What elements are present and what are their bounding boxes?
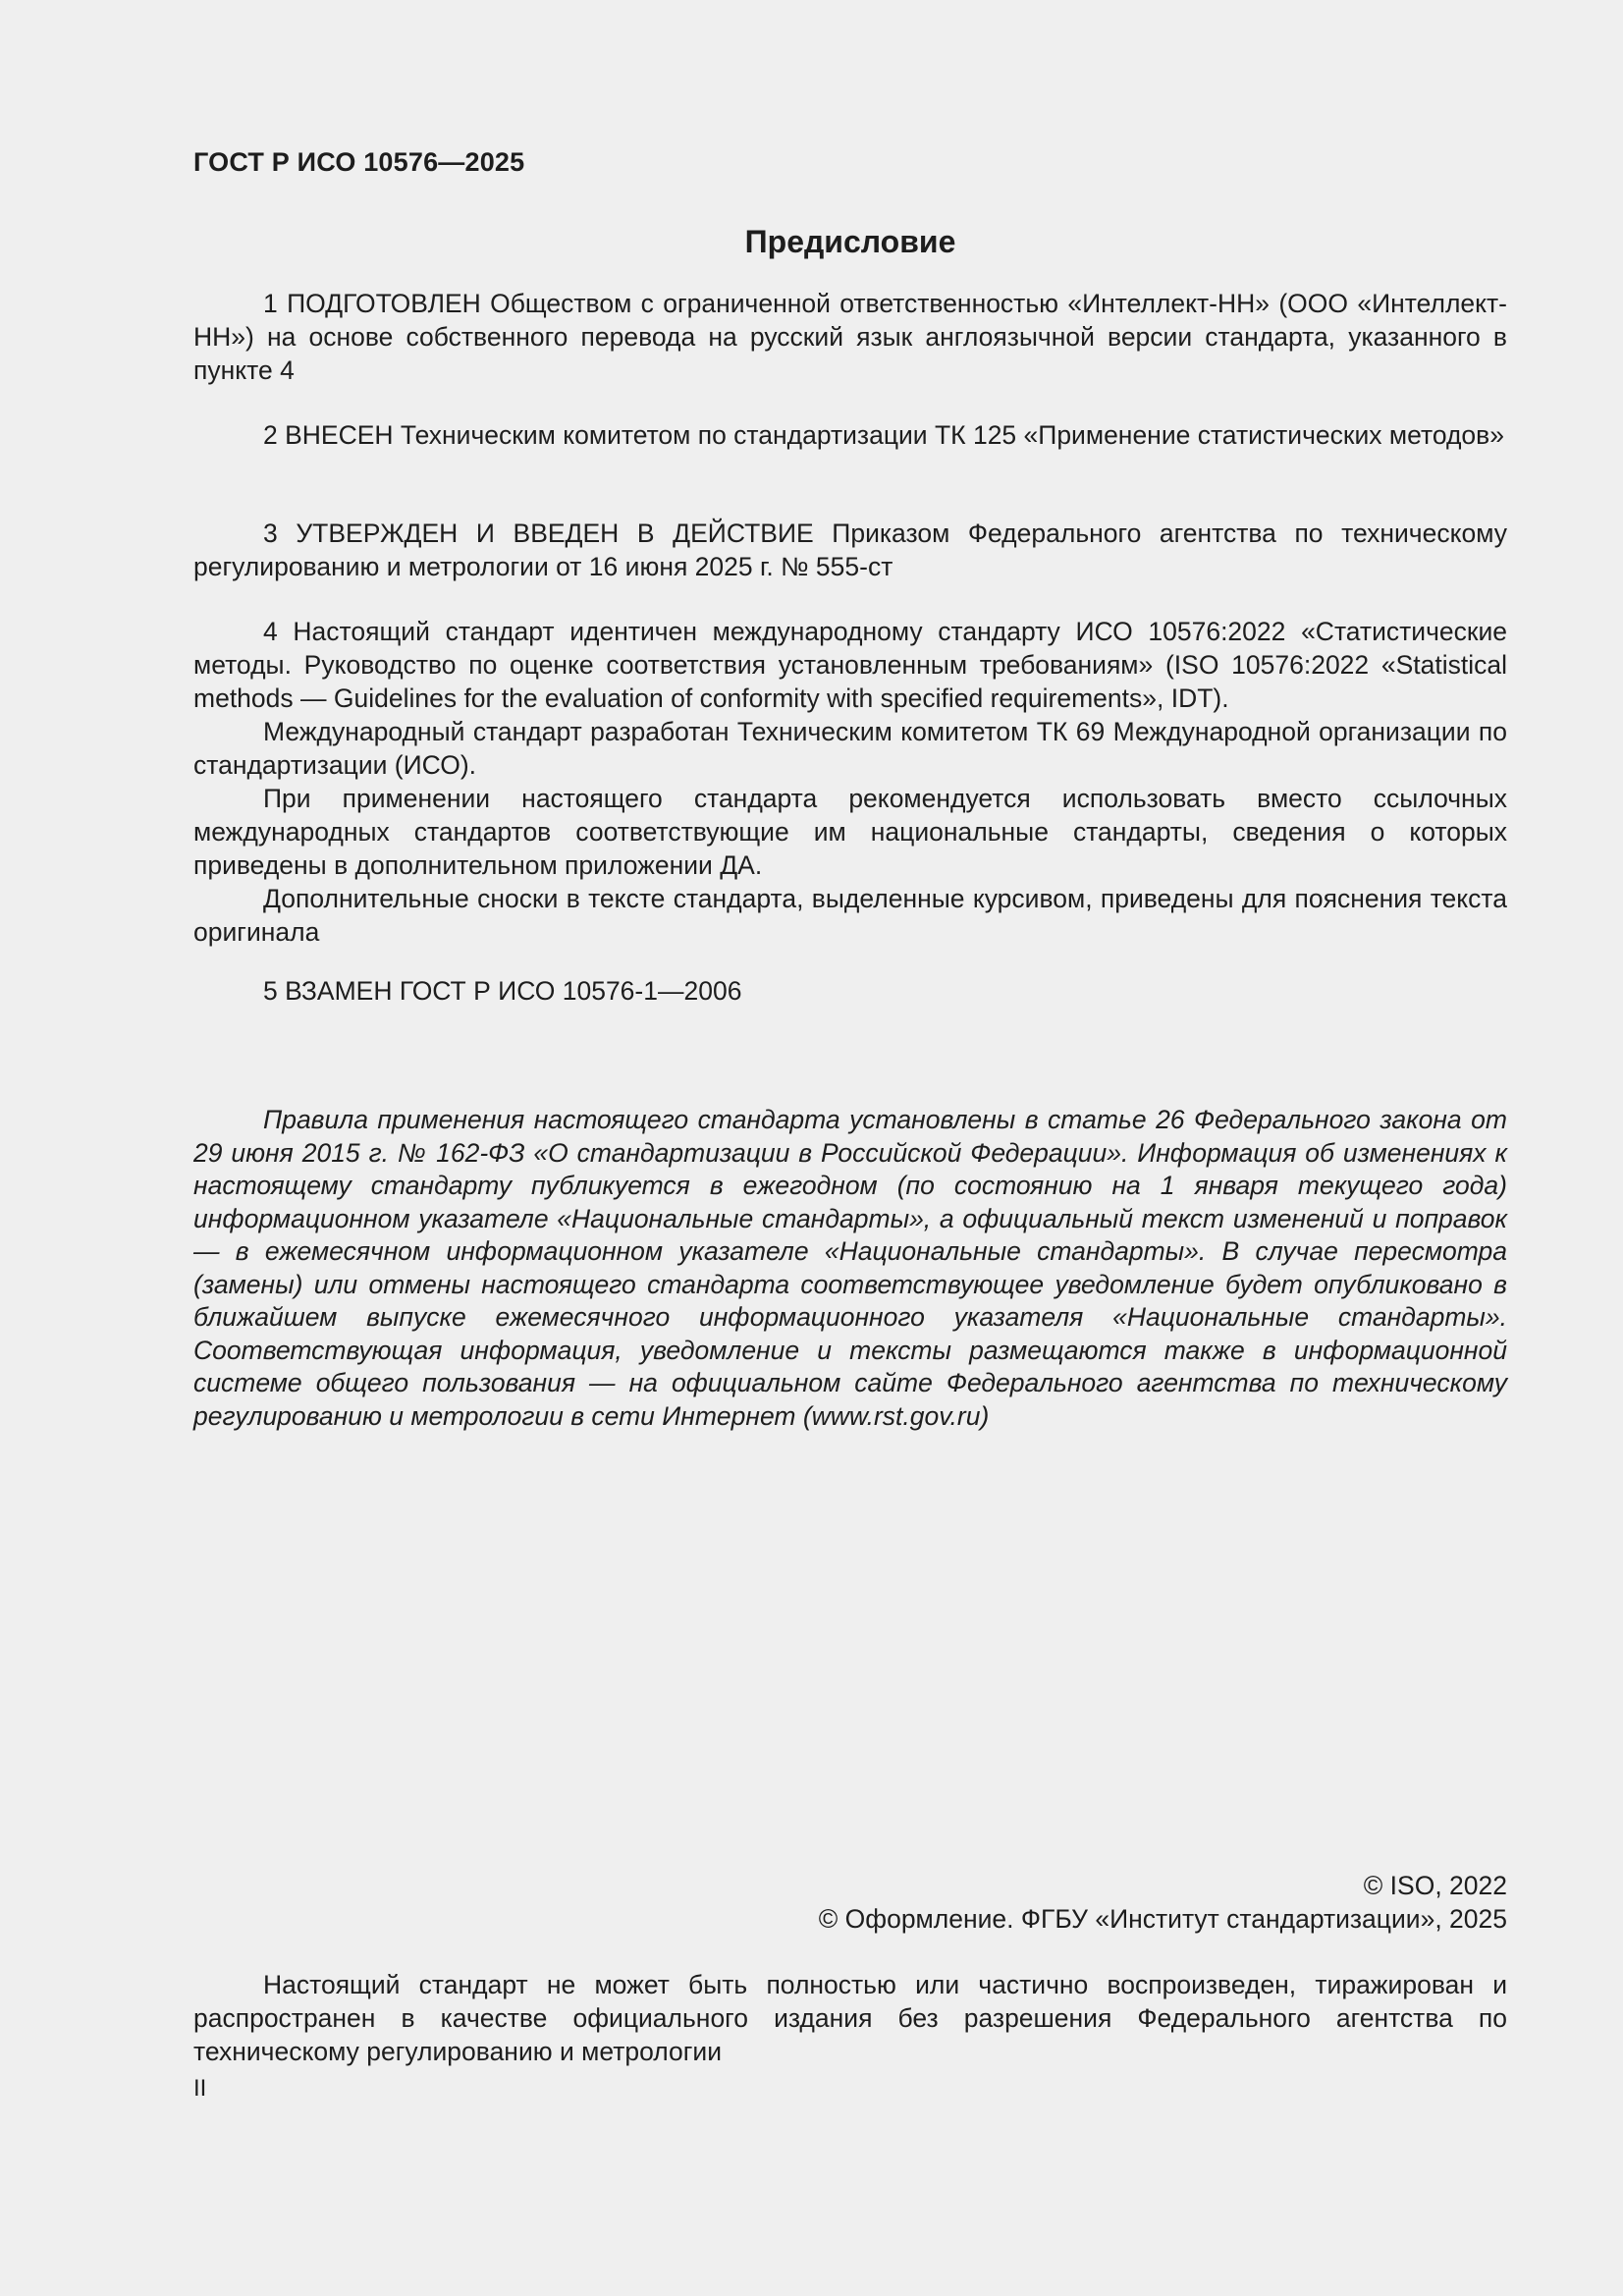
section-4-paragraph-3: При применении настоящего стандарта рекомендуется использовать вместо ссылочных международных стандартов соответствующие им национальные стандарты, сведения о которых приведены в дополнительном приложении ДА. xyxy=(193,784,1507,880)
section-5-text: 5 ВЗАМЕН ГОСТ Р ИСО 10576-1—2006 xyxy=(263,976,742,1006)
section-4 xyxy=(193,615,1507,949)
rules-note xyxy=(193,1104,1507,1433)
copyright-iso: © ISO, 2022 xyxy=(1363,1871,1507,1900)
section-2-text: 2 ВНЕСЕН Техническим комитетом по стандартизации ТК 125 «Применение статистических методов» xyxy=(263,420,1504,450)
section-3 xyxy=(193,517,1507,583)
section-4-paragraph-1: 4 Настоящий стандарт идентичен международному стандарту ИСО 10576:2022 «Статистические методы. Руководство по оценке соответствия установленным требованиям» (ISO 10576:2022 «Statistical methods — Guidelines for the evaluation of conformity with specified requirements», IDT). xyxy=(193,617,1507,713)
page-number: II xyxy=(193,2075,207,2102)
section-1-text: 1 ПОДГОТОВЛЕН Обществом с ограниченной ответственностью «Интеллект-НН» (ООО «Интеллект-НН») на основе собственного перевода на русский язык англоязычной версии стандарта, указанного в пункте 4 xyxy=(193,289,1507,385)
rules-note-text: Правила применения настоящего стандарта установлены в статье 26 Федерального закона от 29 июня 2015 г. № 162-ФЗ «О стандартизации в Российской Федерации». Информация об изменениях к настоящему стандарту публикуется в ежегодном (по состоянию на 1 января текущего года) информационном указателе «Национальные стандарты», а официальный текст изменений и поправок — в ежемесячном информационном указателе «Национальные стандарты». В случае пересмотра (замены) или отмены настоящего стандарта соответствующее уведомление будет опубликовано в ближайшем выпуске ежемесячного информационного указателя «Национальные стандарты». Соответствующая информация, уведомление и тексты размещаются также в информационной системе общего пользования — на официальном сайте Федерального агентства по техническому регулированию и метрологии в сети Интернет (www.rst.gov.ru) xyxy=(193,1105,1507,1431)
section-3-text: 3 УТВЕРЖДЕН И ВВЕДЕН В ДЕЙСТВИЕ Приказом Федерального агентства по техническому регулированию и метрологии от 16 июня 2025 г. № 555-ст xyxy=(193,519,1507,581)
reproduction-notice-text: Настоящий стандарт не может быть полностью или частично воспроизведен, тиражирован и распространен в качестве официального издания без разрешения Федерального агентства по техническому регулированию и метрологии xyxy=(193,1970,1507,2066)
section-4-paragraph-4: Дополнительные сноски в тексте стандарта, выделенные курсивом, приведены для пояснения текста оригинала xyxy=(193,884,1507,947)
section-2 xyxy=(193,418,1507,452)
section-1 xyxy=(193,287,1507,387)
copyright-block xyxy=(193,1869,1507,1936)
section-5 xyxy=(193,974,1507,1008)
reproduction-notice xyxy=(193,1968,1507,2068)
section-4-paragraph-2: Международный стандарт разработан Техническим комитетом ТК 69 Международной организации по стандартизации (ИСО). xyxy=(193,717,1507,780)
page-title: Предисловие xyxy=(744,224,956,259)
document-code: ГОСТ Р ИСО 10576—2025 xyxy=(193,147,525,177)
copyright-design: © Оформление. ФГБУ «Институт стандартизации», 2025 xyxy=(818,1904,1507,1934)
